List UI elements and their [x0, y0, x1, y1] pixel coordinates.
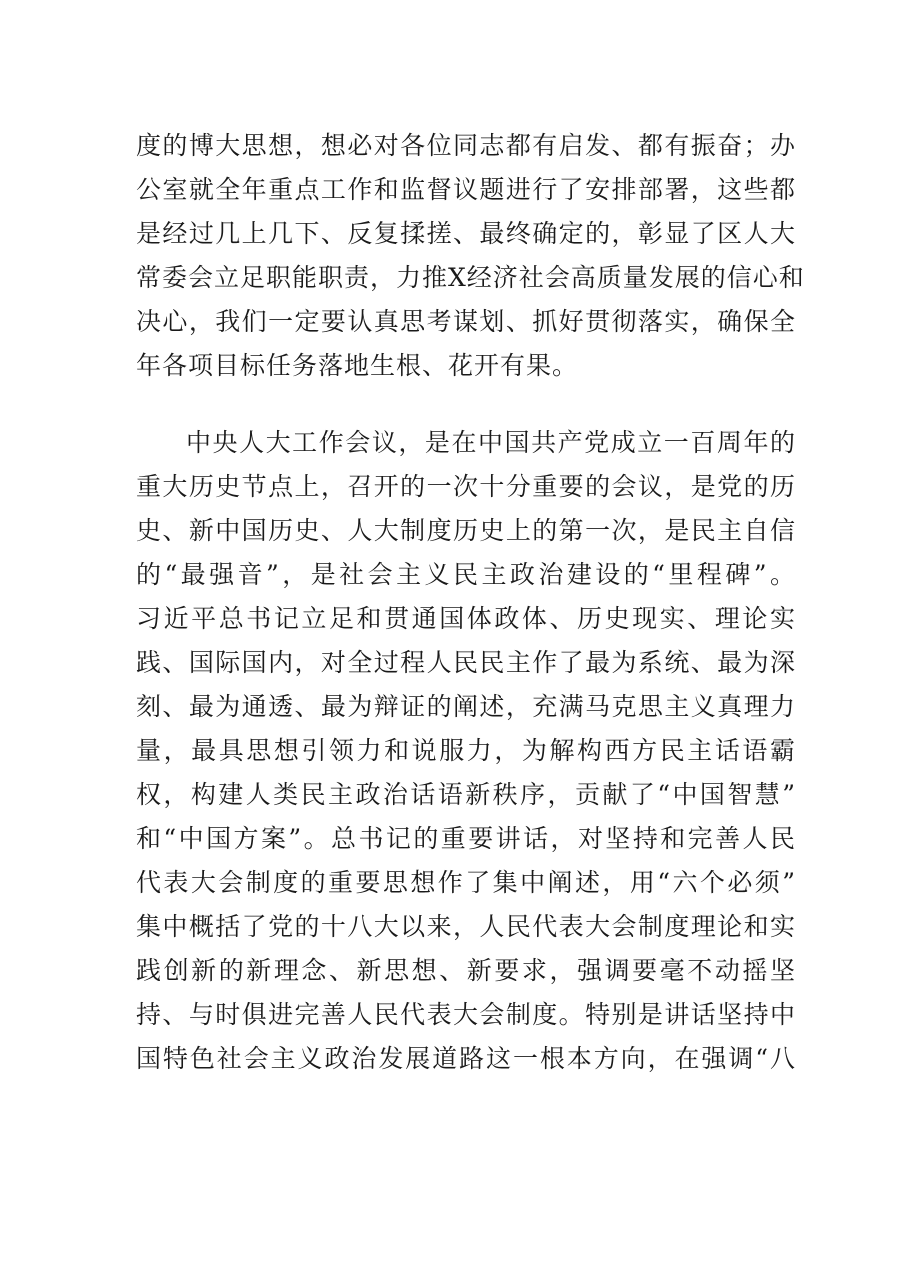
paragraph-line: 重大历史节点上，召开的一次十分重要的会议，是党的历	[136, 472, 796, 501]
paragraph-line: 国特色社会主义政治发展道路这一根本方向，在强调“八	[136, 1044, 796, 1073]
paragraph-line: 常委会立足职能职责，力推X经济社会高质量发展的信心和	[136, 263, 805, 292]
paragraph-line: 践、国际国内，对全过程人民民主作了最为系统、最为深	[136, 648, 796, 677]
paragraph-line: 持、与时俱进完善人民代表大会制度。特别是讲话坚持中	[136, 1000, 796, 1029]
paragraph-line: 度的博大思想，想必对各位同志都有启发、都有振奋；办	[136, 131, 796, 160]
paragraph-line: 量，最具思想引领力和说服力，为解构西方民主话语霸	[136, 736, 796, 765]
paragraph-line: 刻、最为通透、最为辩证的阐述，充满马克思主义真理力	[136, 692, 796, 721]
paragraph-line: 权，构建人类民主政治话语新秩序，贡献了“中国智慧”	[136, 780, 796, 809]
paragraph-line: 史、新中国历史、人大制度历史上的第一次，是民主自信	[136, 516, 796, 545]
paragraph-line: 中央人大工作会议，是在中国共产党成立一百周年的	[186, 428, 796, 457]
paragraph-line: 习近平总书记立足和贯通国体政体、历史现实、理论实	[136, 604, 796, 633]
paragraph-line: 代表大会制度的重要思想作了集中阐述，用“六个必须”	[136, 868, 796, 897]
paragraph-line: 和“中国方案”。总书记的重要讲话，对坚持和完善人民	[136, 824, 796, 853]
paragraph-line: 践创新的新理念、新思想、新要求，强调要毫不动摇坚	[136, 956, 796, 985]
paragraph-line: 集中概括了党的十八大以来，人民代表大会制度理论和实	[136, 912, 796, 941]
paragraph-line: 公室就全年重点工作和监督议题进行了安排部署，这些都	[136, 175, 796, 204]
paragraph-line: 年各项目标任务落地生根、花开有果。	[136, 351, 579, 380]
paragraph-line: 决心，我们一定要认真思考谋划、抓好贯彻落实，确保全	[136, 307, 796, 336]
paragraph-2	[136, 421, 796, 1081]
paragraph-line: 是经过几上几下、反复揉搓、最终确定的，彰显了区人大	[136, 219, 796, 248]
paragraph-line: 的“最强音”，是社会主义民主政治建设的“里程碑”。	[136, 560, 796, 589]
paragraph-1	[136, 124, 805, 388]
